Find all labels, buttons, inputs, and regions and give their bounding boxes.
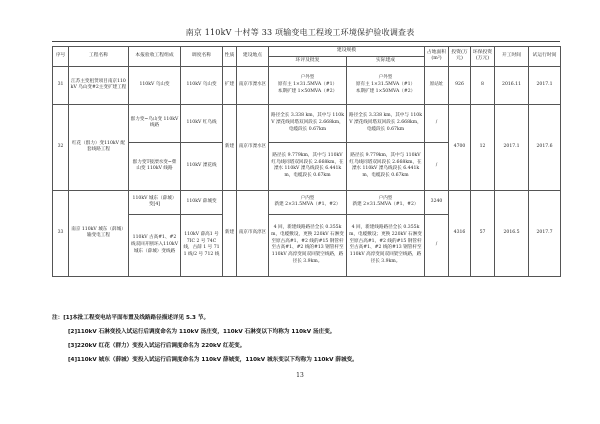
row-original: 110kV 古高#1、#2线双回开断环入110kV 城东（薛城）变线路 [129, 214, 181, 276]
row-actual: 4 回，新建线路路径全长 0.355km，电缆敷设；更换 220kV 石淋变至原古高#1、#2 线的#15 钢管杆至古高#1、#2 线的#13 钢管杆至 110kV 高淳变间双回架空线路，路径长 3.9km。 [347, 214, 425, 276]
row-no: 33 [53, 190, 69, 276]
acceptance-table [52, 46, 561, 277]
row-trial: 2017.6 [529, 104, 561, 190]
row-envinvest: 57 [471, 190, 495, 276]
row-nature: 新建 [223, 104, 237, 190]
header-area: 占地面积(m²) [425, 47, 449, 67]
row-area: / [425, 104, 449, 142]
row-eia: 路径长 9.779km，其中与 110kV 红乌线同塔双回段长 2.668km，在溧水 110kV 溧乌线段长 6.441km，电缆段长 0.67km [269, 142, 347, 190]
row-renamed: 110kV 薛高1 号 7IC 2 号 74C 线，古薛 1 号 711 线/2 号 712 线 [181, 214, 223, 276]
header-trial: 试运行时间 [529, 47, 561, 67]
row-location: 南京市高淳区 [237, 190, 269, 276]
row-renamed: 110kV 溧花线 [181, 142, 223, 190]
header-original: 本报验收工程组成 [129, 47, 181, 67]
header-row [53, 47, 561, 57]
header-actual: 实际建成 [347, 56, 425, 66]
row-original: 群力变~乌山变 110kV 线路 [129, 104, 181, 142]
row-invest: 4316 [449, 190, 471, 276]
row-renamed: 110kV 红乌线 [181, 104, 223, 142]
row-renamed: 110kV 乌山变 [181, 66, 223, 104]
row-original: 群力变T接溧水变~柴山变 110kV 线路 [129, 142, 181, 190]
table-row [53, 66, 561, 104]
row-project: 江苏主变租赁项目南京110kV 乌山变#2主变扩建工程 [69, 66, 129, 104]
row-eia: 户内型 新建 2×31.5MVA（#1、#2） [269, 190, 347, 214]
header-renamed: 调度名称 [181, 47, 223, 67]
row-start: 2017.1 [495, 104, 529, 190]
row-no: 31 [53, 66, 69, 104]
row-trial: 2017.7 [529, 190, 561, 276]
document-title: 南京 110kV 十村等 33 项输变电工程竣工环境保护验收调查表 [185, 28, 415, 37]
header-nature: 性质 [223, 47, 237, 67]
title-rule [52, 41, 560, 42]
row-original: 110kV 城东（薛城）变[4] [129, 190, 181, 214]
note-item: [4]110kV 城东（薛城）变投入试运行后调度命名为 110kV 薛城变，110kV 城东变以下均称为 110kV 薛城变。 [68, 357, 358, 363]
header-eia: 环评及批复 [269, 56, 347, 66]
row-area: 原站址 [425, 66, 449, 104]
table-row [53, 190, 561, 214]
row-location: 南京市溧水区 [237, 66, 269, 104]
row-actual: 路径长 9.779km，其中与 110kV 红乌线同塔双回段长 2.668km，在溧水 110kV 溧乌线段长 6.441km，电缆段长 0.67km [347, 142, 425, 190]
note-item: [2]110kV 石淋变投入试运行后调度命名为 110kV 汤庄变，110kV 石淋变以下均称为 110kV 汤庄变。 [68, 329, 336, 335]
row-actual: 户内型 新建 2×31.5MVA（#1、#2） [347, 190, 425, 214]
row-eia: 4 回，新建线路路径全长 0.355km，电缆敷设，更换 220kV 石淋变至原古高#1、#2 线的#15 钢管杆至古高#1、#2 线的#13 钢管杆至 110kV 高淳变间双回架空线路，路径长 3.9km。 [269, 214, 347, 276]
table-row [53, 104, 561, 142]
row-project: 红花（群力）变110kV 配套线路工程 [69, 104, 129, 190]
note-item: [3]220kV 红花（群力）变投入试运行后调度命名为 220kV 红花变。 [68, 343, 246, 349]
row-trial: 2017.1 [529, 66, 561, 104]
row-project: 南京 110kV 城东（薛城）输变电工程 [69, 190, 129, 276]
row-nature: 扩建 [223, 66, 237, 104]
row-actual: 路径全长 3.338 km，其中与 110kV 溧花线同塔双回段长 2.668km，电缆段长 0.67km [347, 104, 425, 142]
header-invest: 投资(万元) [449, 47, 471, 67]
row-actual: 户外型 原有主 1×31.5MVA（#1） 本期扩建 1×50MVA（#2） [347, 66, 425, 104]
row-eia: 路径全长 3.338 km，其中与 110kV 溧花线同塔双回段长 2.668km，电缆段长 0.67km [269, 104, 347, 142]
notes [52, 311, 560, 367]
row-envinvest: 12 [471, 104, 495, 190]
row-original: 110kV 乌山变 [129, 66, 181, 104]
row-no: 32 [53, 104, 69, 190]
row-location: 南京市溧水区 [237, 104, 269, 190]
row-invest: 4700 [449, 104, 471, 190]
note-item: 注：[1]本批工程变电站平面布置及线路路径描述详见 5.3 节。 [52, 315, 210, 321]
header-location: 建设地点 [237, 47, 269, 67]
header-envinvest: 环保投资(万元) [471, 47, 495, 67]
row-area: 3240 [425, 190, 449, 214]
header-start: 开工时间 [495, 47, 529, 67]
row-renamed: 110kV 薛城变 [181, 190, 223, 214]
row-invest: 926 [449, 66, 471, 104]
row-nature: 新建 [223, 190, 237, 276]
row-area: / [425, 214, 449, 276]
header-scale: 建设规模 [269, 47, 425, 57]
row-area: / [425, 142, 449, 190]
row-start: 2016.11 [495, 66, 529, 104]
header-project: 工程名称 [69, 47, 129, 67]
row-start: 2016.5 [495, 190, 529, 276]
header-no: 序号 [53, 47, 69, 67]
row-eia: 户外型 原有主 1×31.5MVA（#1） 本期扩建 1×50MVA（#2） [269, 66, 347, 104]
page-number: 13 [296, 372, 304, 379]
row-envinvest: 8 [471, 66, 495, 104]
